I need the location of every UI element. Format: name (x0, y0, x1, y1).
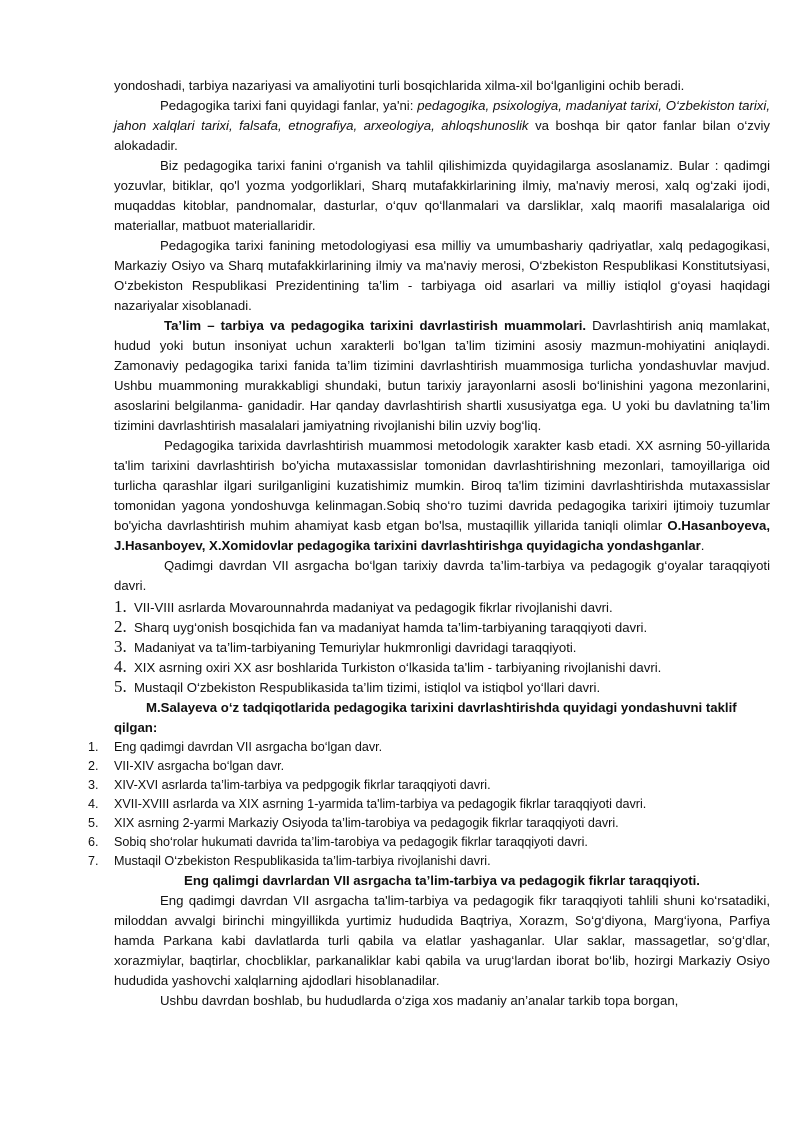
list-text: XIV-XVI asrlarda ta’lim-tarbiya va pedpgogik fikrlar taraqqiyoti davri. (114, 778, 491, 792)
list-item (114, 678, 770, 698)
list-item (88, 833, 770, 852)
list-item (114, 638, 770, 658)
list-number: 1. (114, 597, 127, 616)
paragraph-periodization-methodology (114, 436, 770, 556)
list-text: Sobiq sho‘rolar hukumati davrida ta’lim-tarobiya va pedagogik fikrlar taraqqiyoti davri. (114, 835, 588, 849)
scholars-names: O.Hasanboyeva, J.Hasanboyev, X.Xomidovlar pedagogika tarixini davrlashtirishga quyidagicha yondashganlar (114, 518, 770, 553)
list-number: 2. (88, 759, 99, 773)
list-number: 4. (114, 657, 127, 676)
list-text: Madaniyat va ta’lim-tarbiyaning Temuriylar hukmronligi davridagi taraqqiyoti. (134, 640, 577, 655)
list-text: VII-XIV asrgacha bo‘lgan davr. (114, 759, 285, 773)
list-item (88, 814, 770, 833)
hasanboyeva-period-list (114, 598, 770, 698)
periodization-heading: Ta’lim – tarbiya va pedagogika tarixini davrlastirish muammolari. (164, 318, 587, 333)
list-number: 6. (88, 835, 99, 849)
list-text: Mustaqil O‘zbekiston Respublikasida ta’lim tizimi, istiqlol va istiqbol yo‘llari davri. (134, 680, 601, 695)
periodization-text: Davrlashtirish aniq mamlakat, hudud yoki butun insoniyat uchun xarakterli bo’lgan ta’lim tizimini asosiy mazmun-mohiyatini aniqlaydi. Zamonaviy pedagogika tarixi fanida ta’lim tizimini davrlashtirish muammosiga turlicha yondashuvlar mavjud. Ushbu muammoning murakkabligi shundaki, butun tarixiy jarayonlarni asosli bo‘linishini yagona mezonlarini, asoslarini belgilanma- ganidadir. Har qanday davrlashtirish shartli xususiyatga ega. U yoki bu davlatning ta’lim tizimini davrlashtirish masalalari jamiyatning rivojlanishi bilin uzviy bog‘liq. (114, 318, 770, 433)
list-number: 4. (88, 797, 99, 811)
salayeva-approach-heading: M.Salayeva o‘z tadqiqotlarida pedagogika tarixini davrlashtirishda quyidagi yondashuvni taklif qilgan: (114, 700, 737, 735)
paragraph-ancient-analysis: Eng qadimgi davrdan VII asrgacha ta'lim-tarbiya va pedagogik fikr taraqqiyoti tahlili shuni ko‘rsatadiki, miloddan avvalgi birinchi mingyillikda yurtimiz hududida Baqtriya, Xorazm, So‘g‘diyona, Marg‘iyona, Parfiya hamda Parkana kabi davlatlarda turli qabila va elatlar yashaganlar. Ular saklar, massagetlar, so‘g‘dlar, xorazmiylar, baqtirlar, chocbliklar, parkanaliklar kabi qabila va urug‘lardan iborat bo‘lib, hozirgi Markaziy Osiyo hududida yashovchi xalqlarning ajdodlari hisoblanadilar. (114, 893, 770, 988)
list-item (114, 618, 770, 638)
related-sciences-tail: va boshqa bir qator fanlar bilan o‘zviy alokadadir. (114, 118, 770, 153)
paragraph-methodology: Pedagogika tarixi fanining metodologiyasi esa milliy va umumbashariy qadriyatlar, xalq pedagogikasi, Markaziy Osiyo va Sharq mutafakkirlarining ilmiy va ma'naviy merosi, O‘zbekiston Respublikasi Konstitutsiyasi, O‘zbekiston Respublikasi Prezidentining ta’lim - tarbiyaga oid asarlari va milliy istiqlol g‘oyasi haqidagi nazariyalar xisoblanadi. (114, 238, 770, 313)
paragraph-ancient-period: Qadimgi davrdan VII asrgacha bo‘lgan tarixiy davrda ta’lim-tarbiya va pedagogik g‘oyalar taraqqiyoti davri. (114, 558, 770, 593)
list-number: 1. (88, 740, 99, 754)
list-text: XVII-XVIII asrlarda va XIX asrning 1-yarmida ta'lim-tarbiya va pedagogik fikrlar taraqqiyoti davri. (114, 797, 647, 811)
list-number: 3. (114, 637, 127, 656)
list-item (114, 658, 770, 678)
paragraph-intro-continuation: yondoshadi, tarbiya nazariyasi va amaliyotini turli bosqichlarida xilma-xil bo‘lganligini ochib beradi. (114, 78, 685, 93)
list-item (88, 852, 770, 871)
list-text: Sharq uyg‘onish bosqichida fan va madaniyat hamda ta’lim-tarbiyaning taraqqiyoti davri. (134, 620, 648, 635)
related-sciences-list: pedagogika, psixologiya, madaniyat tarixi, O‘zbekiston tarixi, jahon xalqlari tarixi, falsafa, etnografiya, arxeologiya, ahloqshunoslik (114, 98, 770, 133)
periodization-methodology-end: . (700, 538, 705, 553)
salayeva-period-list (88, 738, 770, 871)
related-sciences-lead: Pedagogika tarixi fani quyidagi fanlar, ya'ni: (160, 98, 418, 113)
paragraph-cultural-traditions: Ushbu davrdan boshlab, bu hududlarda o‘ziga xos madaniy an’analar tarkib topa borgan, (160, 993, 679, 1008)
list-text: XIX asrning oxiri XX asr boshlarida Turkiston o‘lkasida ta'lim - tarbiyaning rivojlanishi davri. (134, 660, 662, 675)
list-item (88, 795, 770, 814)
list-item (88, 738, 770, 757)
list-number: 7. (88, 854, 99, 868)
list-number: 2. (114, 617, 127, 636)
paragraph-sources: Biz pedagogika tarixi fanini o‘rganish va tahlil qilishimizda quyidagilarga asoslanamiz. Bular : qadimgi yozuvlar, bitiklar, qo'l yozma yodgorliklari, Sharq mutafakkirlarining ilmiy, ma'naviy merosi, xalq og‘zaki ijodi, muqaddas kitoblar, pandnomalar, dasturlar, o‘quv qo‘llanmalari va darsliklar, xalq maorifi masalalariga oid materiallar, matbuot materiallaridir. (114, 158, 770, 233)
list-number: 5. (88, 816, 99, 830)
list-text: XIX asrning 2-yarmi Markaziy Osiyoda ta’lim-tarobiya va pedagogik fikrlar taraqqiyoti davri. (114, 816, 619, 830)
list-item (114, 598, 770, 618)
list-item (88, 776, 770, 795)
paragraph-periodization-problems (114, 316, 770, 436)
section-heading-ancient: Eng qalimgi davrlardan VII asrgacha ta’lim-tarbiya va pedagogik fikrlar taraqqiyoti. (184, 873, 700, 888)
list-text: Eng qadimgi davrdan VII asrgacha bo‘lgan davr. (114, 740, 383, 754)
periodization-methodology-text: Pedagogika tarixida davrlashtirish muammosi metodologik xarakter kasb etadi. XX asrning 50-yillarida ta'lim tarixini davrlashtirish bo'yicha mutaxassislar tomonidan davrlashtirishning mezonlari, tamoyillariga oid turlicha qarashlar ilgari surilganligini kuzatishimiz mumkin. Biroq ta'lim tizimini davrlashtirishda mutaxassislar tomonidan yagona yondoshuvga kelinmagan.Sobiq sho‘ro tuzimi davrida pedagogika tarixiri ijtimoiy tuzumlar bo'yicha davrlashtirish muhim ahamiyat kasb etgan bo'lsa, mustaqillik yillarida taniqli olimlar (114, 438, 770, 533)
list-text: VII-VIII asrlarda Movarounnahrda madaniyat va pedagogik fikrlar rivojlanishi davri. (134, 600, 613, 615)
list-text: Mustaqil O‘zbekiston Respublikasida ta’lim-tarbiya rivojlanishi davri. (114, 854, 491, 868)
list-item (88, 757, 770, 776)
list-number: 3. (88, 778, 99, 792)
paragraph-related-sciences (114, 96, 770, 156)
list-number: 5. (114, 677, 127, 696)
document-body (88, 76, 770, 1011)
